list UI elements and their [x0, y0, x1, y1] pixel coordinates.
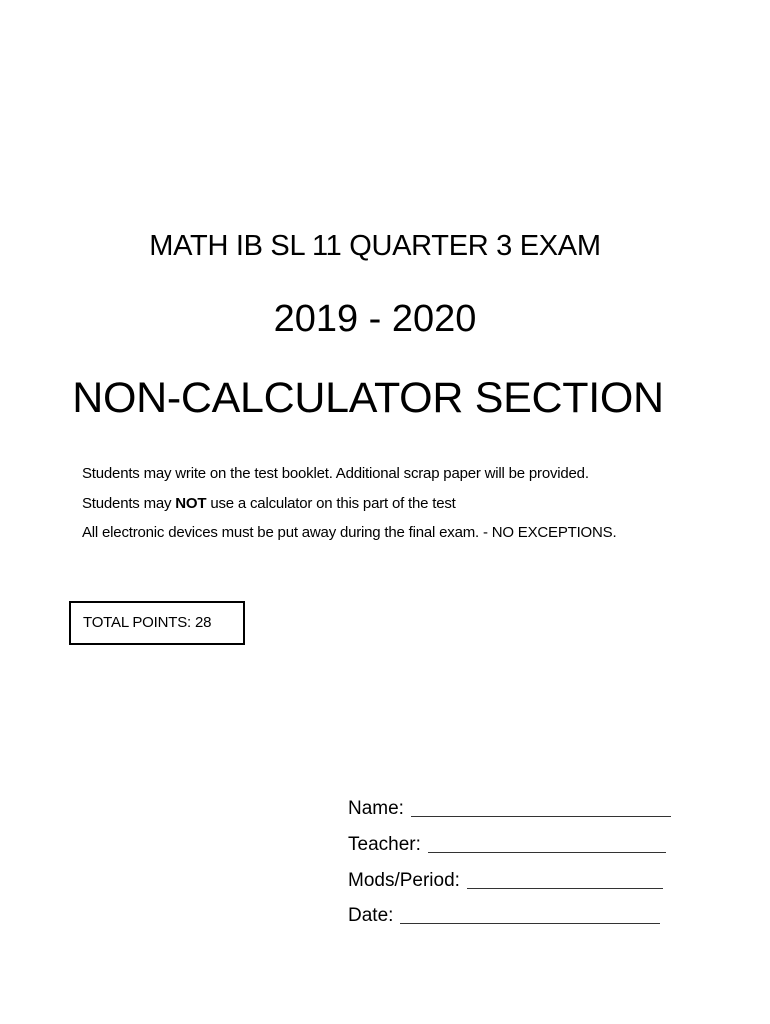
teacher-label: Teacher: [348, 834, 421, 855]
name-field [348, 798, 671, 820]
mods-period-label: Mods/Period: [348, 870, 460, 891]
section-title: NON-CALCULATOR SECTION [72, 374, 664, 422]
date-blank[interactable] [400, 922, 660, 924]
mods-period-field [348, 870, 663, 892]
instruction-emphasis: NOT [175, 495, 207, 512]
instruction-text: Students may [82, 495, 176, 512]
name-label: Name: [348, 798, 404, 819]
exam-title: MATH IB SL 11 QUARTER 3 EXAM [149, 230, 601, 262]
date-field [348, 905, 660, 927]
instruction-scrap-paper: Students may write on the test booklet. Additional scrap paper will be provided. [82, 465, 589, 482]
instruction-no-calculator [82, 495, 456, 512]
instruction-devices: All electronic devices must be put away during the final exam. - NO EXCEPTIONS. [82, 524, 617, 541]
total-points-box [69, 601, 245, 645]
instruction-text: use a calculator on this part of the test [206, 495, 456, 512]
date-label: Date: [348, 905, 394, 926]
name-blank[interactable] [411, 815, 671, 817]
school-year: 2019 - 2020 [273, 298, 477, 340]
teacher-blank[interactable] [428, 851, 666, 853]
teacher-field [348, 834, 666, 856]
mods-period-blank[interactable] [467, 887, 663, 889]
total-points-label: TOTAL POINTS: 28 [83, 614, 212, 631]
